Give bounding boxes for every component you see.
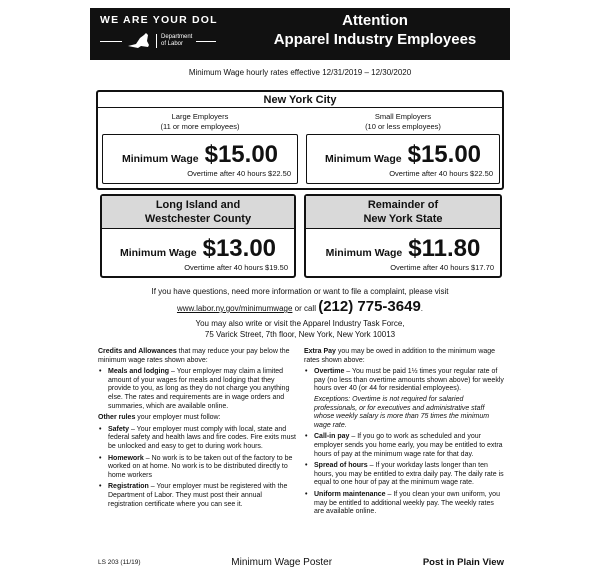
poster-footer: [90, 554, 510, 570]
large-employers-label: Large Employers: [171, 112, 229, 121]
uniform-text: – If you clean your own uniform, you may be entitled to additional weekly pay. The weekly rates are available online.: [314, 490, 500, 516]
questions-text: If you have questions, need more information or want to file a complaint, please visit: [151, 287, 449, 296]
extra-pay-intro: [304, 348, 504, 365]
safety-head: Safety: [108, 425, 130, 433]
wage-row: [102, 235, 294, 263]
poster-header: [90, 8, 510, 60]
extra-head: Extra Pay: [304, 348, 336, 355]
spread-head: Spread of hours: [314, 462, 368, 470]
nyc-large-employers: [102, 112, 298, 132]
nyc-title: New York City: [98, 92, 502, 108]
wage-label: Minimum Wage: [119, 247, 197, 259]
dol-slogan: WE ARE YOUR DOL: [100, 14, 218, 26]
new-york-state-icon: [126, 32, 152, 50]
period: .: [420, 304, 424, 313]
meals-text: – Your employer may claim a limited amount of your wages for meals and lodging that they provide to you, as long as they do not charge you anything else. The rates and requirements are in wage orders and summaries, which are available online.: [108, 368, 290, 410]
poster: [90, 8, 510, 574]
homework-bullet: [98, 455, 296, 481]
registration-head: Registration: [108, 483, 149, 491]
other-text: your employer must follow:: [135, 414, 221, 422]
post-instruction: Post in Plain View: [422, 556, 504, 568]
right-column: [304, 348, 504, 520]
logo-rule-right: [196, 41, 216, 42]
effective-dates: Minimum Wage hourly rates effective 12/31/2019 – 12/30/2020: [188, 68, 412, 77]
wage-row: [103, 141, 297, 169]
overtime-bullet: [304, 368, 504, 430]
long-island-title: [102, 196, 294, 229]
region-title-line-1: Remainder of: [367, 199, 439, 211]
overtime-text: Overtime after 40 hours $17.70: [390, 263, 494, 272]
small-employers-sub: (10 or less employees): [365, 122, 441, 131]
dept-of-labor-text: [156, 34, 192, 48]
registration-text: – Your employer must be registered with the Department of Labor. They must post their annual registration certificate where you can see it.: [108, 483, 288, 508]
wage-amount: $11.80: [408, 235, 481, 262]
dept-line-1: Department: [161, 34, 193, 40]
wage-row: [306, 235, 500, 263]
minimum-wage-link[interactable]: www.labor.ny.gov/minimumwage: [176, 304, 293, 313]
header-title-block: [240, 8, 510, 60]
other-rules-intro: [98, 414, 296, 423]
contact-row: [90, 298, 510, 315]
form-number: LS 203 (11/19): [98, 558, 141, 566]
callin-bullet: [304, 433, 504, 459]
overtime-text: Overtime after 40 hours $19.50: [184, 263, 288, 272]
spread-bullet: [304, 462, 504, 488]
wage-row: [307, 141, 499, 169]
overtime-text: Overtime after 40 hours $22.50: [389, 169, 493, 178]
nyc-large-wage-box: [102, 134, 298, 184]
credits-head: Credits and Allowances: [98, 348, 177, 355]
visit-text-2: 75 Varick Street, 7th floor, New York, New York 10013: [204, 330, 396, 339]
logo-rule-left: [100, 41, 122, 42]
small-employers-label: Small Employers: [374, 112, 432, 121]
visit-text-1: You may also write or visit the Apparel Industry Task Force,: [195, 319, 405, 328]
callin-head: Call-in pay: [314, 433, 350, 441]
wage-amount: $13.00: [202, 235, 277, 262]
region-title-line-1: Long Island and: [155, 199, 241, 211]
callin-text: – If you go to work as scheduled and your employer sends you home early, you may be entitled to extra hours of pay at the minimum wage rate for that day.: [314, 433, 503, 458]
registration-bullet: [98, 483, 296, 509]
overtime-head: Overtime: [314, 368, 345, 376]
dol-logo: [100, 32, 234, 50]
extra-text: you may be owed in addition to the minimum wage rates shown above:: [304, 348, 496, 364]
overtime-text: Overtime after 40 hours $22.50: [187, 169, 291, 178]
remainder-title: [306, 196, 500, 229]
long-island-box: [100, 194, 296, 278]
credits-text: that may reduce your pay below the minimum wage rates shown above:: [98, 348, 290, 364]
other-head: Other rules: [98, 414, 136, 422]
overtime-rule-text: – You must be paid 1½ times your regular rate of pay (no less than overtime amounts shown above) for weekly hours over 40 (or 44 for residential employees).: [314, 368, 504, 393]
phone-number: (212) 775-3649: [318, 298, 421, 315]
attention-text: Attention: [342, 12, 408, 29]
spread-text: – If your workday lasts longer than ten hours, you may be entitled to extra daily pay. The daily rate is equal to one hour of pay at the minimum wage rate.: [314, 462, 504, 487]
homework-text: – No work is to be taken out of the factory to be worked on at home. No work is to be distributed directly to home workers: [108, 454, 293, 479]
homework-head: Homework: [108, 454, 144, 462]
nyc-box: [96, 90, 504, 190]
wage-amount: $15.00: [204, 141, 279, 168]
safety-bullet: [98, 426, 296, 452]
dol-branding: [90, 8, 240, 60]
dept-line-2: of Labor: [161, 41, 184, 47]
region-title-line-2: Westchester County: [144, 213, 252, 225]
wage-label: Minimum Wage: [121, 153, 199, 165]
meals-bullet: [98, 368, 296, 411]
meals-head: Meals and lodging: [108, 368, 170, 376]
wage-label: Minimum Wage: [325, 247, 403, 259]
safety-text: – Your employer must comply with local, state and federal safety and health laws and fire codes. Fire exits must be unlocked and easy to get to during work hours.: [108, 425, 296, 450]
remainder-box: [304, 194, 502, 278]
exceptions-text: Exceptions: Overtime is not required for salaried professionals, or for executives and administrative staff whose weekly salary is more than 75 times the minimum wage rate.: [314, 395, 490, 429]
nyc-small-employers: [306, 112, 500, 132]
credits-intro: [98, 348, 296, 365]
poster-name: Minimum Wage Poster: [231, 556, 333, 568]
nyc-small-wage-box: [306, 134, 500, 184]
large-employers-sub: (11 or more employees): [160, 122, 240, 131]
left-column: [98, 348, 296, 512]
wage-label: Minimum Wage: [324, 153, 402, 165]
wage-amount: $15.00: [407, 141, 482, 168]
uniform-bullet: [304, 491, 504, 517]
or-call-text: or call: [292, 304, 319, 313]
poster-title: Apparel Industry Employees: [273, 31, 477, 48]
region-title-line-2: New York State: [363, 213, 443, 225]
uniform-head: Uniform maintenance: [314, 490, 386, 498]
